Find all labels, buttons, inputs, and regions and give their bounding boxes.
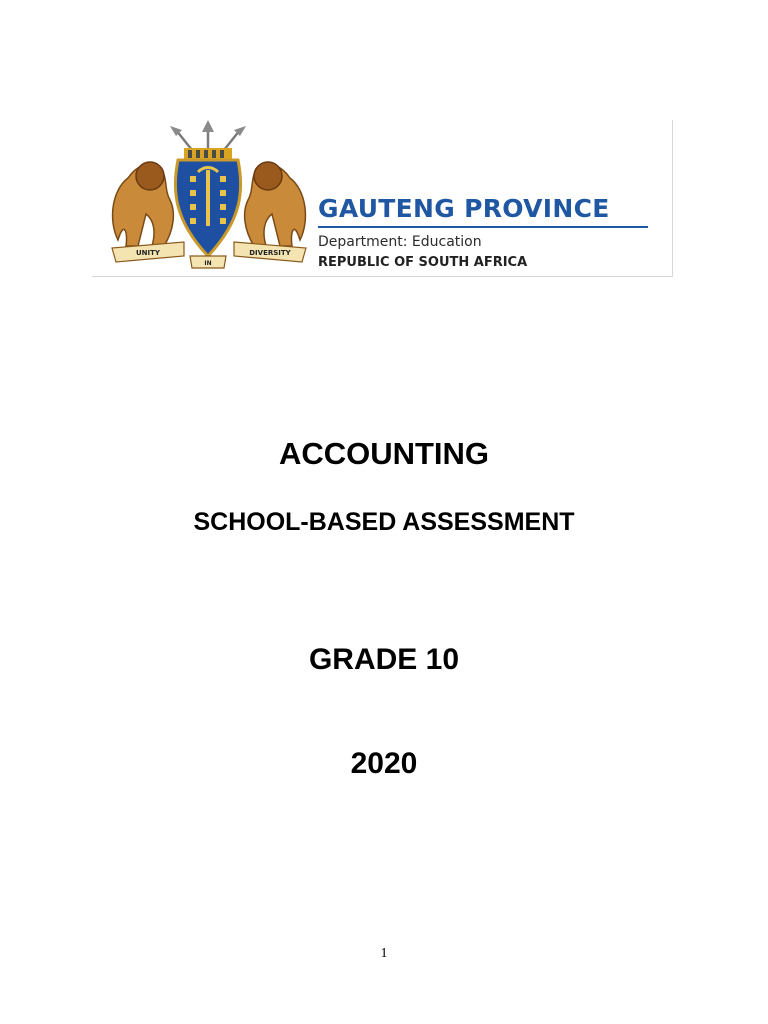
motto-diversity: DIVERSITY: [249, 249, 291, 257]
country-name: REPUBLIC OF SOUTH AFRICA: [318, 255, 528, 270]
organization-name: GAUTENG PROVINCE: [318, 194, 610, 223]
coat-of-arms-icon: [98, 120, 320, 276]
department-name: Department: Education: [318, 234, 482, 250]
document-subtitle: SCHOOL-BASED ASSESSMENT: [193, 508, 575, 536]
header-banner: [92, 120, 673, 277]
document-grade: GRADE 10: [308, 643, 460, 676]
motto-in: IN: [204, 260, 212, 267]
motto-unity: UNITY: [136, 249, 160, 257]
document-year: 2020: [350, 747, 418, 780]
document-title: ACCOUNTING: [278, 436, 490, 471]
organization-divider: [318, 226, 648, 228]
page-number: 1: [380, 946, 388, 961]
organization-block: [318, 194, 652, 272]
